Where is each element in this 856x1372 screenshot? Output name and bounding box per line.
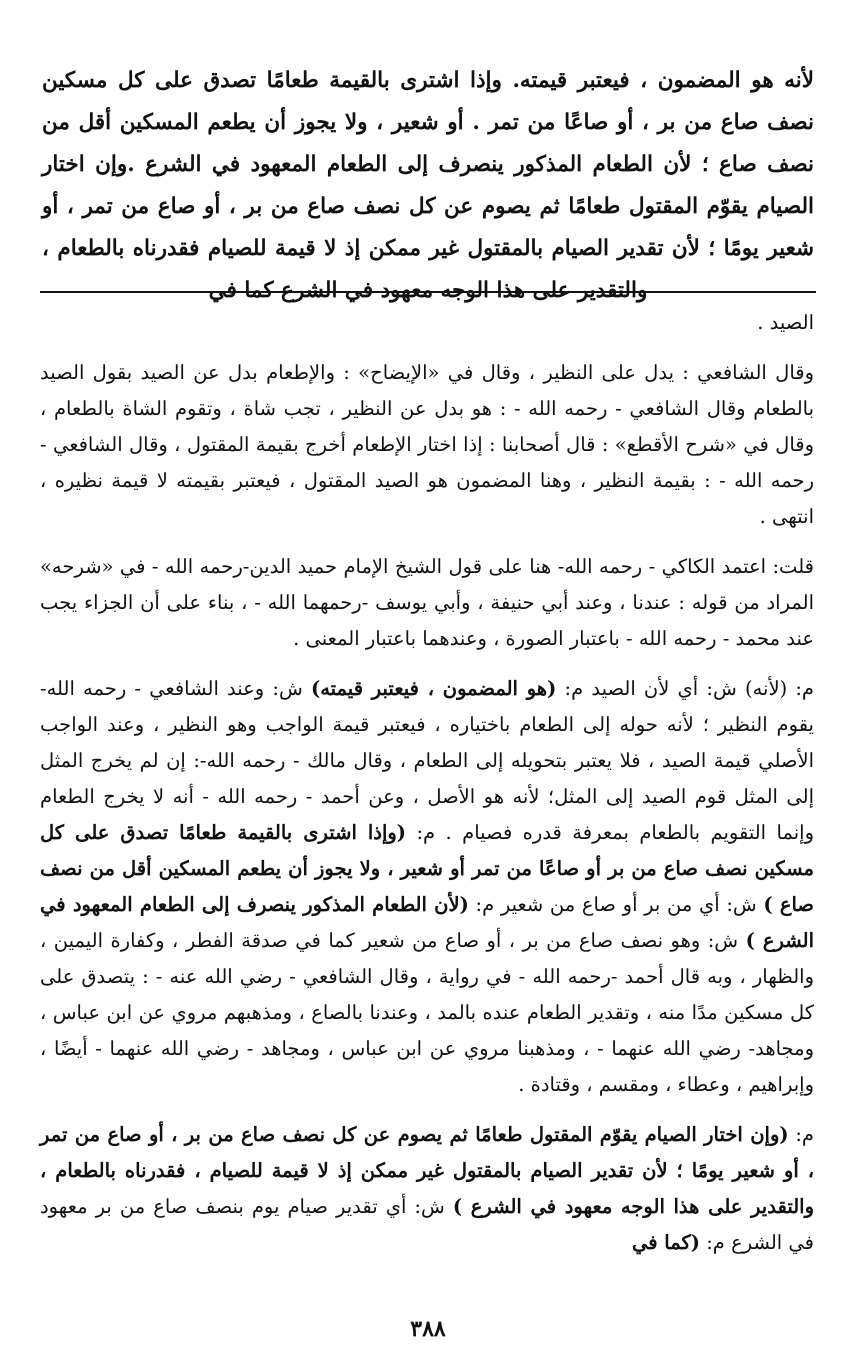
commentary-run: ش: وهو نصف صاع من بر ، أو صاع من شعير كما في صدقة الفطر ، وكفارة اليمين ، والظهار ، وبه قال أحمد -رحمه الله - في رواية ، وقال الشافعي - رضي الله عنه - : يتصدق على كل مسكين مدًا منه ، وتقدير الطعام عنده بالمد ، وعندنا بالصاع ، ومذهبهم مروي عن ابن عباس ، ومجاهد- رضي الله عنهما - ، ومذهبنا مروي عن ابن عباس ، ومجاهد - رضي الله عنهما - أيضًا ، وإبراهيم ، وعطاء ، ومقسم ، وقتادة .	[40, 929, 814, 1096]
matn-quote: (لأن الطعام المذكور ينصرف إلى الطعام المعهود في الشرع )	[40, 893, 814, 952]
commentary-paragraph-2: وقال الشافعي : يدل على النظير ، وقال في «الإيضاح» : والإطعام بدل عن الصيد بقول الصيد بالطعام وقال الشافعي - رحمه الله - : هو بدل عن النظير ، تجب شاة ، وتقوم الشاة بالطعام ، وقال في «شرح الأقطع» : قال أصحابنا : إذا اختار الإطعام أخرج بقيمة المقتول ، وقال الشافعي - رحمه الله - : بقيمة النظير ، وهنا المضمون هو الصيد المقتول ، فيعتبر بقيمته لا قيمة نظيره ، انتهى .	[40, 361, 814, 528]
commentary-paragraph-1: الصيد .	[757, 311, 814, 334]
commentary-block	[40, 305, 814, 1261]
page-number: ٣٨٨	[410, 1316, 446, 1342]
main-text-block: لأنه هو المضمون ، فيعتبر قيمته. وإذا اشترى بالقيمة طعامًا تصدق على كل مسكين نصف صاع من بر ، أو صاعًا من تمر . أو شعير ، ولا يجوز أن يطعم المسكين أقل من نصف صاع ؛ لأن الطعام المذكور ينصرف إلى الطعام المعهود في الشرع .وإن اختار الصيام يقوّم المقتول طعامًا ثم يصوم عن كل نصف صاع من بر ، أو صاع من تمر ، أو شعير يومًا ؛ لأن تقدير الصيام بالمقتول غير ممكن إذ لا قيمة للصيام فقدرناه بالطعام ، والتقدير على هذا الوجه معهود في الشرع كما في	[42, 68, 814, 303]
commentary-run: ش: أي من بر أو صاع من شعير م:	[468, 893, 764, 916]
commentary-paragraph-3: قلت: اعتمد الكاكي - رحمه الله- هنا على قول الشيخ الإمام حميد الدين-رحمه الله - في «شرحه» المراد من قوله : عندنا ، وعند أبي حنيفة ، وأبي يوسف -رحمهما الله - ، بناء على أن الجزاء يجب عند محمد - رحمه الله - باعتبار الصورة ، وعندهما باعتبار المعنى .	[40, 555, 814, 650]
matn-quote: (هو المضمون ، فيعتبر قيمته)	[310, 677, 557, 700]
matn-quote: (كما في	[631, 1231, 701, 1254]
commentary-run: م:	[788, 1123, 815, 1146]
section-divider	[40, 291, 816, 293]
commentary-paragraph-5	[40, 1117, 814, 1261]
matn-quote: (وإن اختار الصيام يقوّم المقتول طعامًا ثم يصوم عن كل نصف صاع من بر ، أو صاع من تمر ، أو شعير يومًا ؛ لأن تقدير الصيام بالمقتول غير ممكن إذ لا قيمة للصيام ، فقدرناه بالطعام ، والتقدير على هذا الوجه معهود في الشرع )	[40, 1123, 814, 1218]
commentary-run: ش: أي تقدير صيام يوم بنصف صاع من بر معهود في الشرع م:	[40, 1195, 814, 1254]
commentary-paragraph-4	[40, 671, 814, 1103]
commentary-run: م: (لأنه) ش: أي لأن الصيد م:	[556, 677, 815, 700]
matn-quote: (وإذا اشترى بالقيمة طعامًا تصدق على كل مسكين نصف صاع من بر أو صاعًا من تمر أو شعير ، ولا يجوز أن يطعم المسكين أقل من نصف صاع )	[40, 821, 814, 916]
commentary-run: ش: وعند الشافعي - رحمه الله- يقوم النظير ؛ لأنه حوله إلى الطعام باختياره ، فيعتبر قيمة الواجب وهو النظير ، وعند الواجب الأصلي قيمة الصيد ، فلا يعتبر بتحويله إلى الطعام ، وقال مالك - رحمه الله-: إن لم يخرج المثل إلى المثل قوم الصيد إلى المثل؛ لأنه هو الأصل ، وعن أحمد - رحمه الله - أنه لا يخرج الطعام وإنما التقويم بالطعام بمعرفة قدره فصيام . م:	[40, 677, 814, 844]
